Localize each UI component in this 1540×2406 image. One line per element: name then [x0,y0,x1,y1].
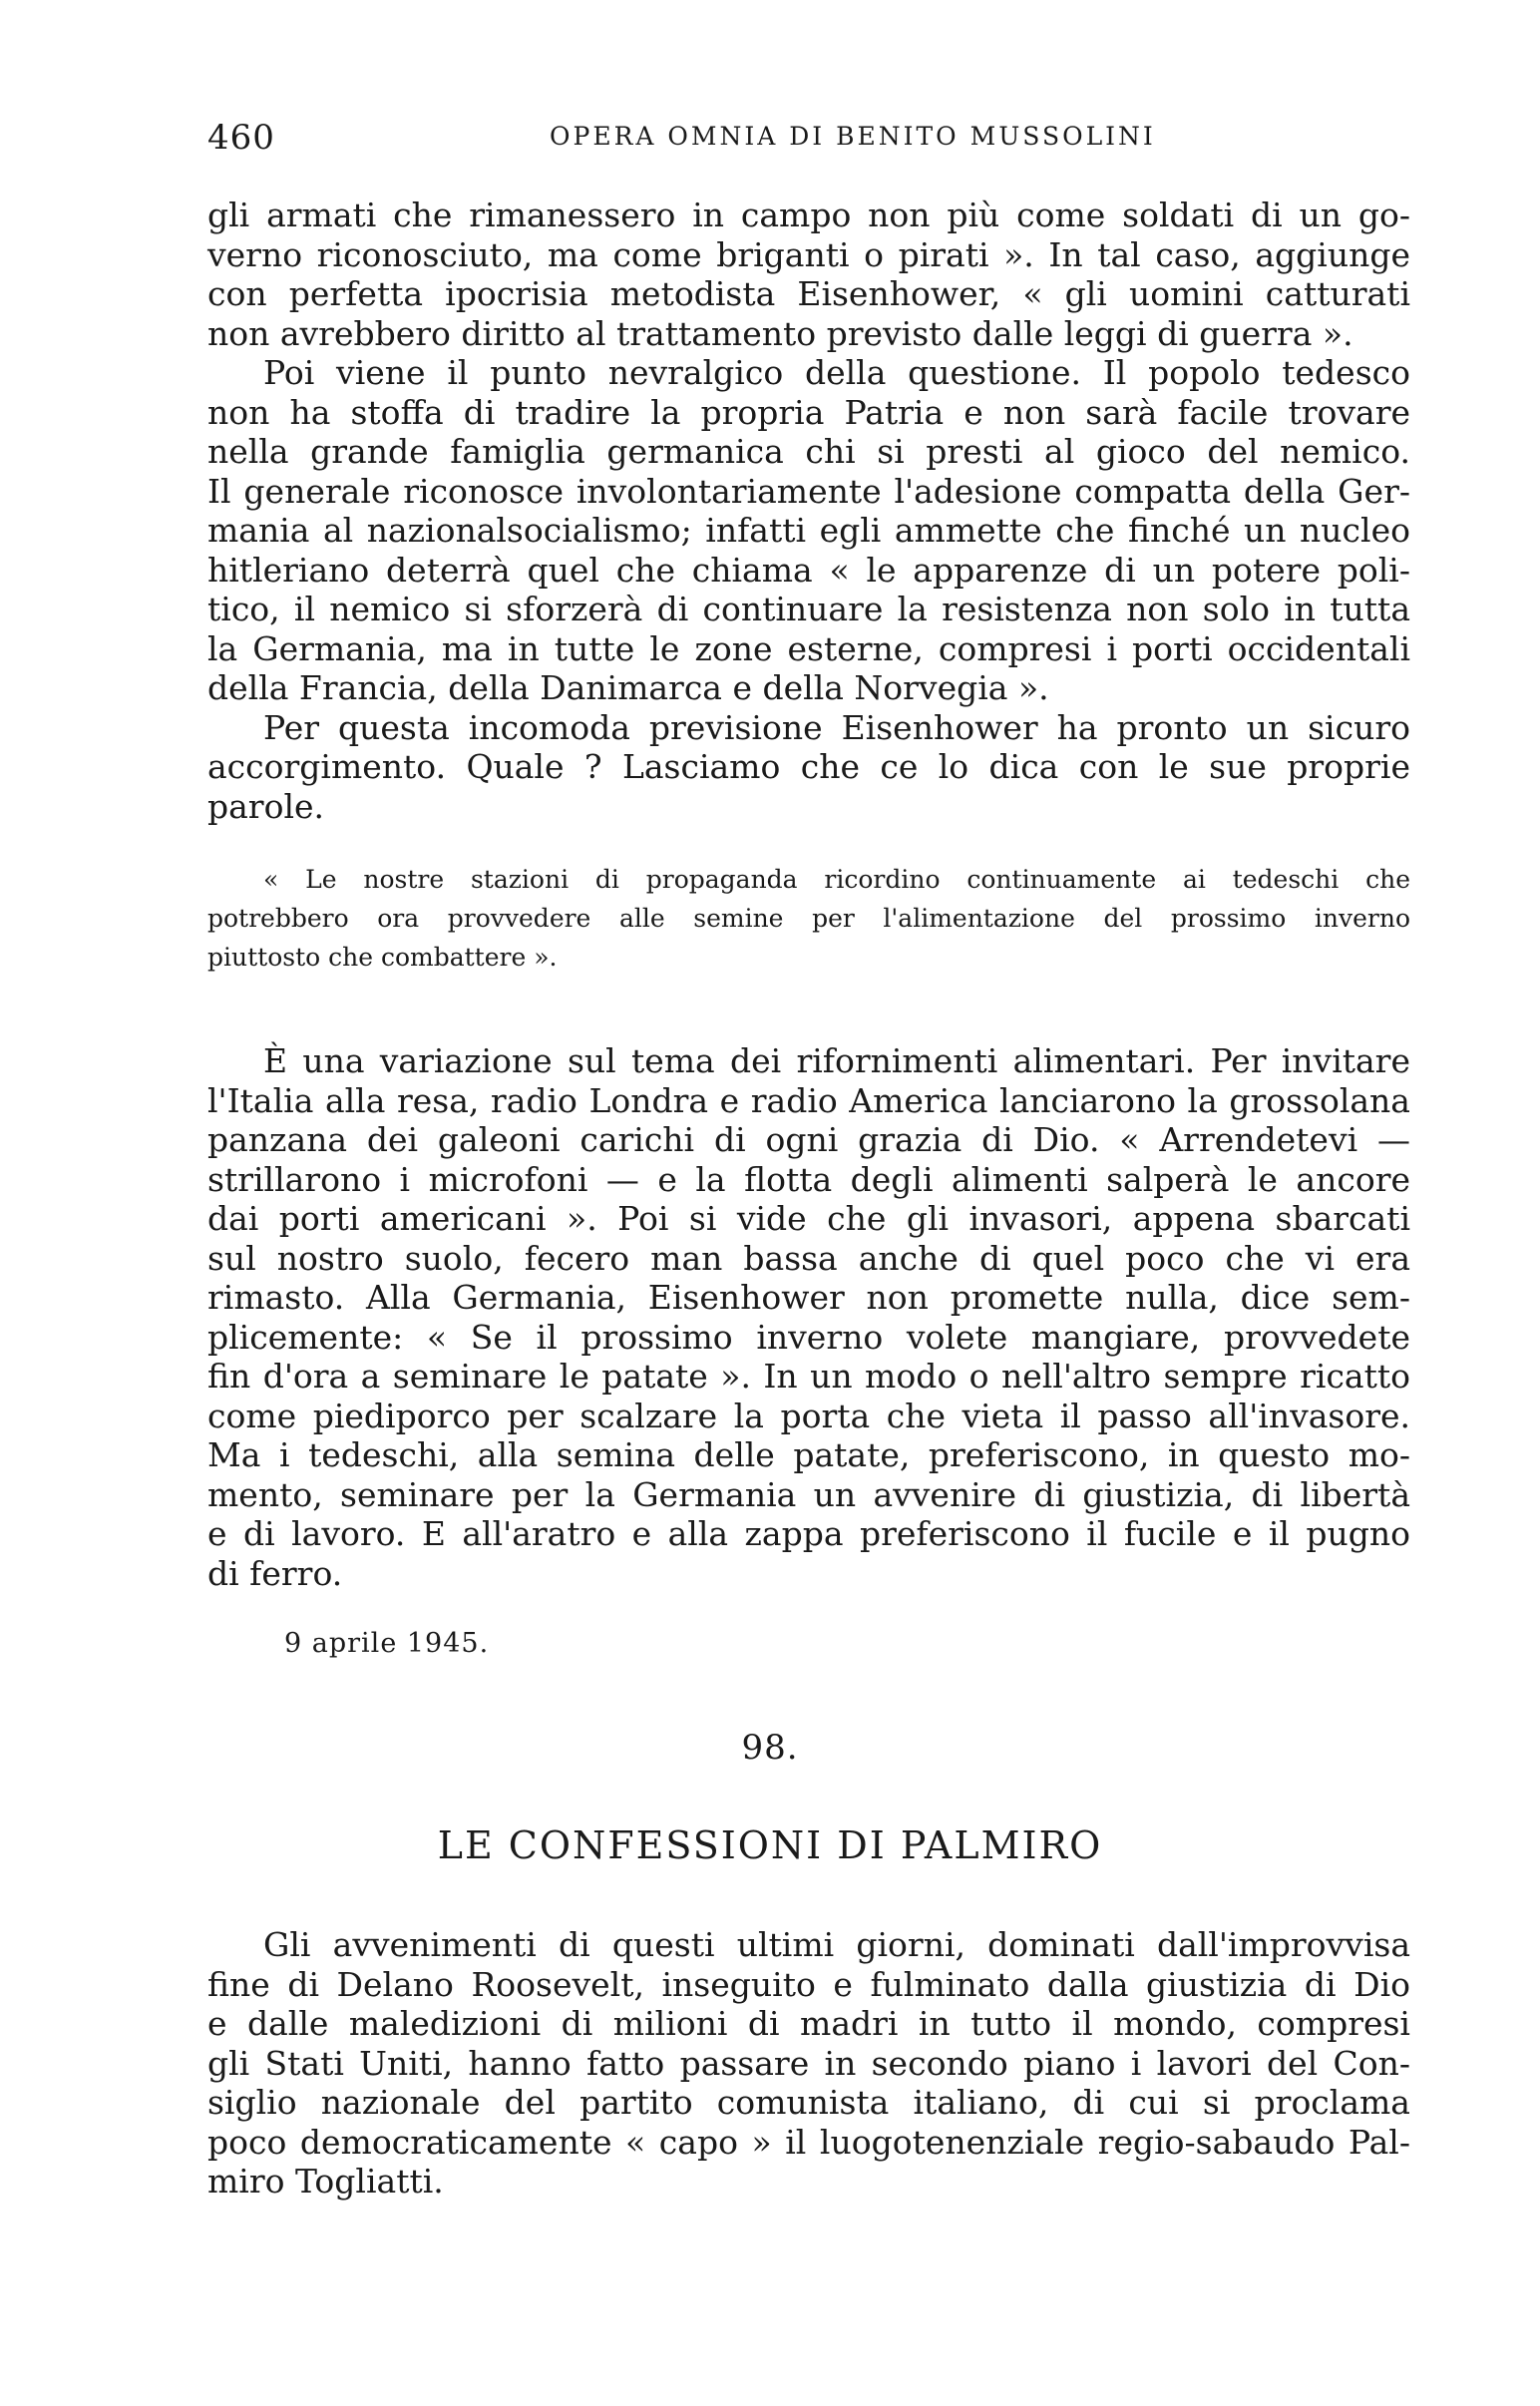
text-line: gli Stati Uniti, hanno fatto passare in secondo piano i lavori del Con- [207,2043,1410,2083]
text-line: mania al nazionalsocialismo; infatti egli ammette che finché un nucleo [207,511,1410,550]
text-line: fin d'ora a seminare le patate ». In un modo o nell'altro sempre ricatto [207,1357,1410,1396]
text-line: dai porti americani ». Poi si vide che gli invasori, appena sbarcati [207,1199,1410,1238]
text-line: Gli avvenimenti di questi ultimi giorni, dominati dall'improvvisa [263,1925,1410,1964]
text-line: di ferro. [207,1553,343,1593]
article-number: 98. [741,1728,799,1768]
text-line: e di lavoro. E all'aratro e alla zappa preferiscono il fucile e il pugno [207,1514,1410,1553]
running-head: OPERA OMNIA DI BENITO MUSSOLINI [550,122,1156,151]
paragraph-section-1 [207,196,1410,826]
text-line: Poi viene il punto nevralgico della questione. Il popolo tedesco [263,353,1410,392]
block-quote [207,860,1410,977]
text-line: hitleriano deterrà quel che chiama « le apparenze di un potere poli- [207,550,1410,590]
paragraph-section-2 [207,1041,1410,1593]
dateline: 9 aprile 1945. [284,1628,490,1659]
text-line: nella grande famiglia germanica chi si presti al gioco del nemico. [207,432,1410,471]
paragraph-article-body [207,1925,1410,2202]
text-line: panzana dei galeoni carichi di ogni grazia di Dio. « Arrendetevi — [207,1120,1410,1159]
quote-line: « Le nostre stazioni di propaganda ricordino continuamente ai tedeschi che [263,865,1410,894]
text-line: mento, seminare per la Germania un avvenire di giustizia, di libertà [207,1474,1410,1514]
text-line: l'Italia alla resa, radio Londra e radio America lanciarono la grossolana [207,1080,1410,1120]
page-number: 460 [207,118,275,158]
text-line: come piediporco per scalzare la porta che vieta il passo all'invasore. [207,1396,1410,1435]
text-line: accorgimento. Quale ? Lasciamo che ce lo dica con le sue proprie [207,747,1410,786]
article-title: LE CONFESSIONI DI PALMIRO [437,1823,1103,1867]
text-line: non ha stoffa di tradire la propria Patria e non sarà facile trovare [207,392,1410,432]
text-line: sul nostro suolo, fecero man bassa anche di quel poco che vi era [207,1238,1410,1278]
quote-line: potrebbero ora provvedere alle semine per l'alimentazione del prossimo inverno [207,904,1410,933]
text-line: Per questa incomoda previsione Eisenhower ha pronto un sicuro [263,707,1410,747]
text-line: miro Togliatti. [207,2162,444,2201]
text-line: fine di Delano Roosevelt, inseguito e fulminato dalla giustizia di Dio [207,1964,1410,2004]
text-line: poco democraticamente « capo » il luogotenenziale regio-sabaudo Pal- [207,2122,1410,2162]
text-line: siglio nazionale del partito comunista italiano, di cui si proclama [207,2083,1410,2122]
text-line: È una variazione sul tema dei rifornimenti alimentari. Per invitare [263,1041,1410,1080]
text-line: Ma i tedeschi, alla semina delle patate, preferiscono, in questo mo- [207,1435,1410,1474]
text-line: gli armati che rimanessero in campo non più come soldati di un go- [207,196,1410,234]
text-line: della Francia, della Danimarca e della Norvegia ». [207,668,1049,707]
text-line: e dalle maledizioni di milioni di madri in tutto il mondo, compresi [207,2004,1410,2043]
text-line: non avrebbero diritto al trattamento previsto dalle leggi di guerra ». [207,313,1353,353]
text-line: rimasto. Alla Germania, Eisenhower non promette nulla, dice sem- [207,1278,1410,1317]
text-line: plicemente: « Se il prossimo inverno volete mangiare, provvedete [207,1317,1410,1357]
quote-line: piuttosto che combattere ». [207,943,558,972]
page-header [207,118,1335,168]
text-line: parole. [207,786,325,826]
text-line: con perfetta ipocrisia metodista Eisenhower, « gli uomini catturati [207,274,1410,313]
text-line: tico, il nemico si sforzerà di continuare la resistenza non solo in tutta [207,590,1410,628]
text-line: la Germania, ma in tutte le zone esterne, compresi i porti occidentali [207,628,1410,668]
text-line: verno riconosciuto, ma come briganti o pirati ». In tal caso, aggiunge [207,234,1410,274]
text-line: strillarono i microfoni — e la flotta degli alimenti salperà le ancore [207,1159,1410,1199]
text-line: Il generale riconosce involontariamente l'adesione compatta della Ger- [207,471,1410,511]
